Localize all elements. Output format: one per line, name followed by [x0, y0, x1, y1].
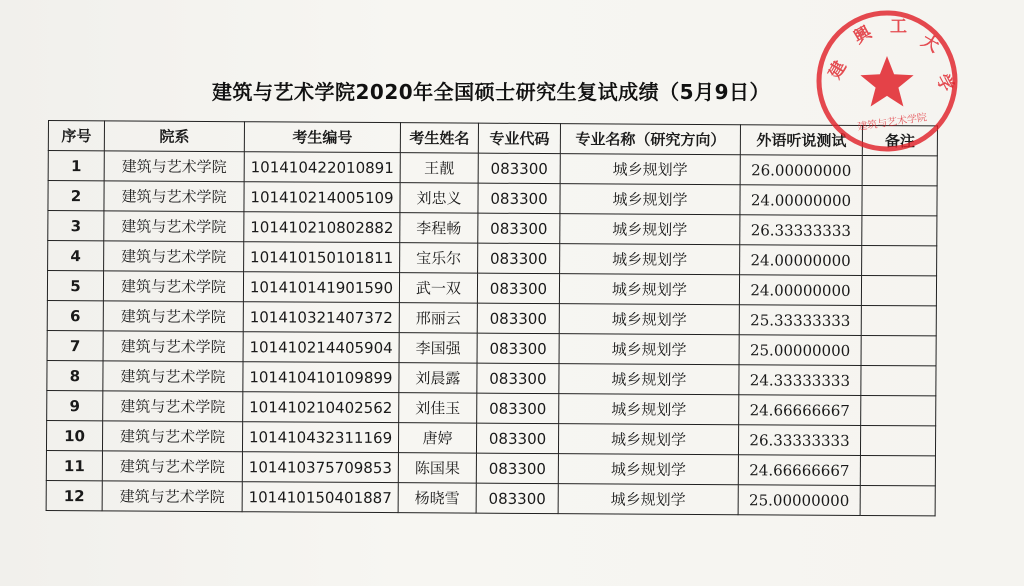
- header-score: 外语听说测试: [740, 125, 862, 156]
- cell-seq: 2: [48, 181, 104, 211]
- cell-major-code: 083300: [476, 453, 558, 484]
- cell-seq: 11: [46, 450, 102, 480]
- cell-name: 邢丽云: [399, 303, 477, 333]
- cell-seq: 3: [48, 211, 104, 241]
- cell-college: 建筑与艺术学院: [102, 481, 242, 512]
- cell-college: 建筑与艺术学院: [104, 241, 244, 272]
- cell-major-name: 城乡规划学: [559, 364, 739, 395]
- cell-score: 24.66666667: [739, 395, 861, 426]
- cell-seq: 1: [48, 151, 104, 181]
- svg-text:建: 建: [825, 57, 851, 83]
- cell-major-name: 城乡规划学: [560, 184, 740, 215]
- cell-exam-no: 101410321407372: [243, 302, 399, 333]
- cell-exam-no: 101410210402562: [243, 392, 399, 423]
- cell-name: 武一双: [399, 273, 477, 303]
- cell-score: 25.00000000: [739, 335, 861, 366]
- cell-exam-no: 101410141901590: [243, 272, 399, 303]
- cell-college: 建筑与艺术学院: [103, 301, 243, 332]
- header-major-name: 专业名称（研究方向）: [560, 124, 740, 155]
- cell-seq: 10: [46, 420, 102, 450]
- cell-name: 杨晓雪: [398, 483, 476, 513]
- cell-note: [860, 485, 935, 515]
- svg-text:工: 工: [890, 17, 907, 37]
- cell-exam-no: 101410432311169: [242, 422, 398, 453]
- cell-exam-no: 101410214405904: [243, 332, 399, 363]
- cell-seq: 5: [47, 271, 103, 301]
- cell-name: 王靓: [400, 153, 478, 183]
- cell-major-code: 083300: [477, 333, 559, 364]
- cell-name: 刘忠义: [400, 183, 478, 213]
- cell-name: 陈国果: [398, 453, 476, 483]
- cell-major-name: 城乡规划学: [558, 454, 738, 485]
- cell-exam-no: 101410150101811: [244, 242, 400, 273]
- header-exam-no: 考生编号: [244, 122, 400, 153]
- cell-major-code: 083300: [476, 483, 558, 514]
- cell-major-name: 城乡规划学: [560, 244, 740, 275]
- cell-major-code: 083300: [476, 423, 558, 454]
- cell-exam-no: 101410375709853: [242, 452, 398, 483]
- cell-name: 李程畅: [400, 213, 478, 243]
- cell-score: 24.00000000: [739, 275, 861, 306]
- cell-major-code: 083300: [477, 303, 559, 334]
- seal-star-icon: [860, 56, 913, 107]
- cell-score: 24.33333333: [739, 365, 861, 396]
- cell-college: 建筑与艺术学院: [104, 181, 244, 212]
- cell-seq: 12: [46, 480, 102, 510]
- cell-seq: 9: [47, 390, 103, 420]
- cell-major-code: 083300: [477, 363, 559, 394]
- cell-major-code: 083300: [478, 243, 560, 274]
- cell-seq: 7: [47, 330, 103, 360]
- cell-note: [861, 365, 936, 395]
- cell-seq: 4: [48, 241, 104, 271]
- table-row: [46, 480, 935, 515]
- cell-college: 建筑与艺术学院: [104, 151, 244, 182]
- cell-seq: 8: [47, 360, 103, 390]
- cell-name: 宝乐尔: [400, 243, 478, 273]
- cell-exam-no: 101410150401887: [242, 482, 398, 513]
- cell-exam-no: 101410210802882: [244, 212, 400, 243]
- cell-college: 建筑与艺术学院: [102, 451, 242, 482]
- cell-note: [861, 305, 936, 335]
- cell-exam-no: 101410422010891: [244, 152, 400, 183]
- cell-major-code: 083300: [477, 273, 559, 304]
- cell-note: [862, 245, 937, 275]
- cell-note: [862, 185, 937, 215]
- cell-major-name: 城乡规划学: [560, 154, 740, 185]
- cell-major-name: 城乡规划学: [559, 274, 739, 305]
- cell-score: 24.00000000: [740, 245, 862, 276]
- cell-major-name: 城乡规划学: [559, 304, 739, 335]
- cell-note: [861, 335, 936, 365]
- header-note: 备注: [862, 125, 937, 155]
- cell-major-code: 083300: [477, 393, 559, 424]
- seal-inner-text: 建筑与艺术学院: [856, 112, 928, 133]
- cell-score: 24.00000000: [740, 185, 862, 216]
- cell-name: 李国强: [399, 333, 477, 363]
- cell-score: 25.33333333: [739, 305, 861, 336]
- cell-major-name: 城乡规划学: [560, 214, 740, 245]
- document-title: 建筑与艺术学院2020年全国硕士研究生复试成绩（5月9日）: [212, 80, 770, 104]
- cell-major-name: 城乡规划学: [559, 394, 739, 425]
- cell-score: 25.00000000: [738, 485, 860, 516]
- svg-text:興: 興: [850, 22, 876, 49]
- cell-major-code: 083300: [478, 153, 560, 184]
- cell-major-code: 083300: [478, 183, 560, 214]
- header-college: 院系: [104, 121, 244, 152]
- cell-note: [861, 275, 936, 305]
- cell-seq: 6: [47, 300, 103, 330]
- cell-score: 26.33333333: [738, 425, 860, 456]
- svg-text:学: 学: [931, 70, 958, 96]
- cell-college: 建筑与艺术学院: [103, 391, 243, 422]
- cell-note: [860, 455, 935, 485]
- cell-college: 建筑与艺术学院: [103, 331, 243, 362]
- cell-note: [862, 215, 937, 245]
- cell-exam-no: 101410410109899: [243, 362, 399, 393]
- cell-exam-no: 101410214005109: [244, 182, 400, 213]
- cell-major-name: 城乡规划学: [558, 484, 738, 515]
- cell-score: 26.33333333: [740, 215, 862, 246]
- cell-name: 唐婷: [398, 423, 476, 453]
- cell-note: [862, 155, 937, 185]
- header-major-code: 专业代码: [478, 123, 560, 154]
- header-name: 考生姓名: [400, 123, 478, 153]
- cell-name: 刘晨露: [399, 363, 477, 393]
- cell-note: [861, 395, 936, 425]
- cell-score: 24.66666667: [738, 455, 860, 486]
- cell-note: [860, 425, 935, 455]
- svg-text:大: 大: [917, 31, 943, 57]
- cell-college: 建筑与艺术学院: [103, 271, 243, 302]
- cell-score: 26.00000000: [740, 155, 862, 186]
- cell-college: 建筑与艺术学院: [104, 211, 244, 242]
- score-table: [46, 120, 938, 516]
- cell-major-code: 083300: [478, 213, 560, 244]
- cell-college: 建筑与艺术学院: [103, 361, 243, 392]
- cell-major-name: 城乡规划学: [558, 424, 738, 455]
- header-seq: 序号: [48, 121, 104, 151]
- cell-college: 建筑与艺术学院: [102, 421, 242, 452]
- cell-major-name: 城乡规划学: [559, 334, 739, 365]
- cell-name: 刘佳玉: [399, 393, 477, 423]
